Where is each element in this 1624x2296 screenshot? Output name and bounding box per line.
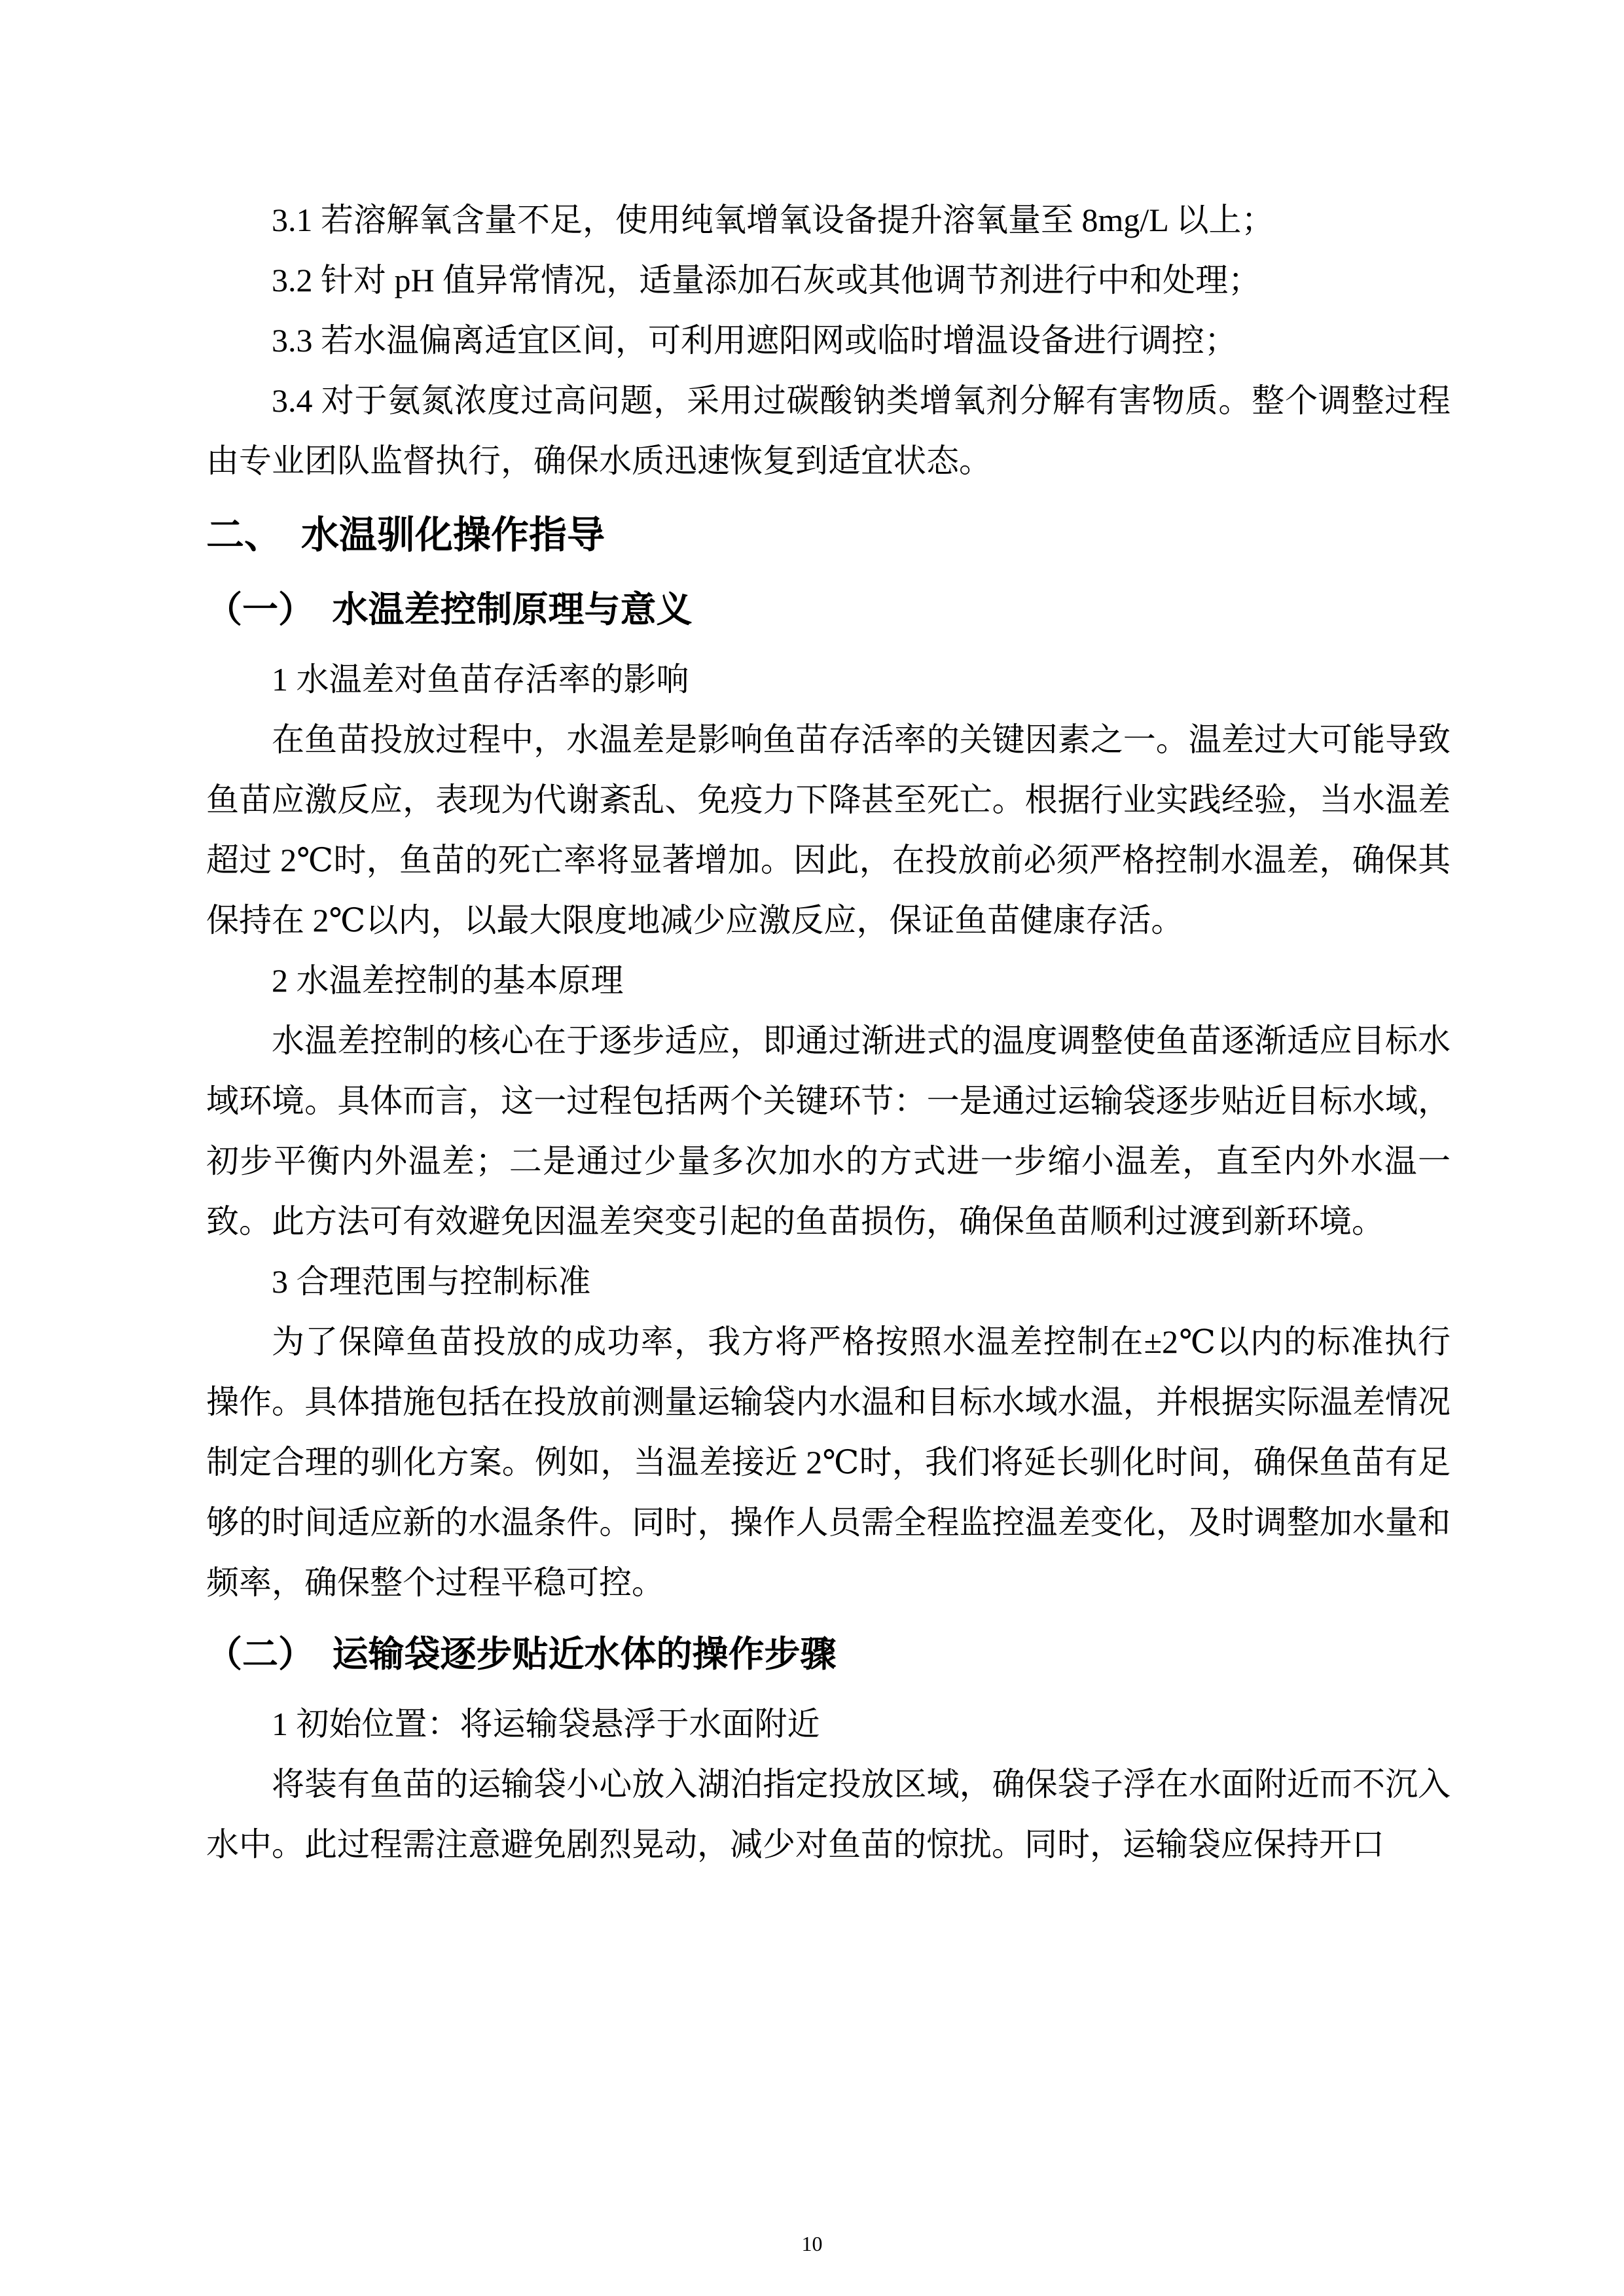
sub-heading: 2 水温差控制的基本原理 — [272, 962, 624, 999]
subsection-heading: （一） 水温差控制原理与意义 — [206, 590, 693, 630]
paragraph: 为了保障鱼苗投放的成功率，我方将严格按照水温差控制在±2℃以内的标准执行操作。具体措施包括在投放前测量运输袋内水温和目标水域水温，并根据实际温差情况制定合理的驯化方案。例如，当温差接近 2℃时，我们将延长驯化时间，确保鱼苗有足够的时间适应新的水温条件。同时，操作人员需全程监控温差变化，及时调整加水量和频率，确保整个过程平稳可控。 — [206, 1323, 1451, 1601]
section-heading: 二、 水温驯化操作指导 — [206, 514, 605, 556]
list-item: 3.2 针对 pH 值异常情况，适量添加石灰或其他调节剂进行中和处理； — [272, 262, 1261, 298]
paragraph: 在鱼苗投放过程中，水温差是影响鱼苗存活率的关键因素之一。温差过大可能导致鱼苗应激反应，表现为代谢紊乱、免疫力下降甚至死亡。根据行业实践经验，当水温差超过 2℃时，鱼苗的死亡率将显著增加。因此，在投放前必须严格控制水温差，确保其保持在 2℃以内，以最大限度地减少应激反应，保证鱼苗健康存活。 — [206, 721, 1451, 939]
sub-heading: 1 初始位置：将运输袋悬浮于水面附近 — [272, 1706, 820, 1742]
sub-heading: 1 水温差对鱼苗存活率的影响 — [272, 661, 689, 698]
paragraph: 水温差控制的核心在于逐步适应，即通过渐进式的温度调整使鱼苗逐渐适应目标水域环境。具体而言，这一过程包括两个关键环节：一是通过运输袋逐步贴近目标水域，初步平衡内外温差；二是通过少量多次加水的方式进一步缩小温差，直至内外水温一致。此方法可有效避免因温差突变引起的鱼苗损伤，确保鱼苗顺利过渡到新环境。 — [206, 1022, 1451, 1240]
page-number: 10 — [801, 2232, 823, 2255]
sub-heading: 3 合理范围与控制标准 — [272, 1263, 591, 1300]
document-content — [206, 190, 1451, 1874]
paragraph: 将装有鱼苗的运输袋小心放入湖泊指定投放区域，确保袋子浮在水面附近而不沉入水中。此过程需注意避免剧烈晃动，减少对鱼苗的惊扰。同时，运输袋应保持开口 — [206, 1766, 1451, 1863]
subsection-heading: （二） 运输袋逐步贴近水体的操作步骤 — [206, 1634, 837, 1674]
list-item: 3.4 对于氨氮浓度过高问题，采用过碳酸钠类增氧剂分解有害物质。整个调整过程由专业团队监督执行，确保水质迅速恢复到适宜状态。 — [206, 382, 1451, 479]
list-item: 3.3 若水温偏离适宜区间，可利用遮阳网或临时增温设备进行调控； — [272, 322, 1237, 359]
list-item: 3.1 若溶解氧含量不足，使用纯氧增氧设备提升溶氧量至 8mg/L 以上； — [272, 202, 1274, 238]
